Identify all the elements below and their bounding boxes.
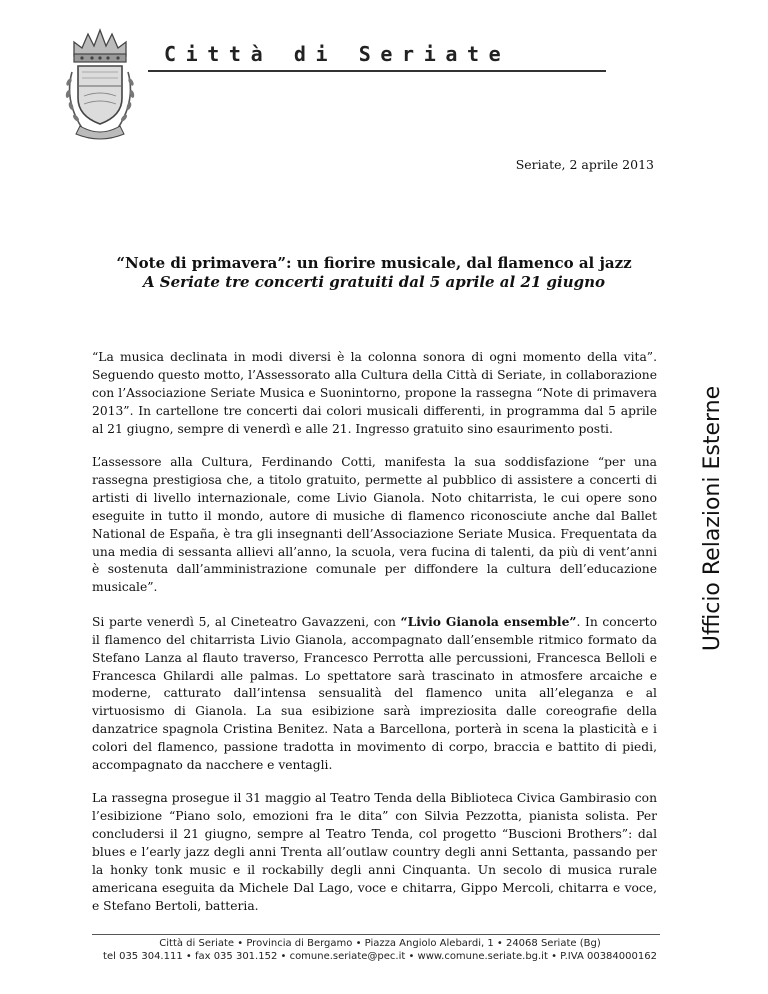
footer-divider (92, 934, 660, 935)
title-main: “Note di primavera”: un fiorire musicale, dal flamenco al jazz (116, 254, 632, 272)
header-divider (148, 70, 606, 72)
paragraph-2: L’assessore alla Cultura, Ferdinando Cotti, manifesta la sua soddisfazione “per una rassegna prestigiosa che, a titolo gratuito, permette al pubblico di assistere a concerti di artisti di livello internazionale, come Livio Gianola. Noto chitarrista, le cui opere sono eseguite in tutto il mondo, autore di musiche di flamenco riconosciute anche dal Ballet National de España, è tra gli insegnanti dell’Associazione Seriate Musica. Frequentata da una media di sessanta allievi all’anno, la scuola, vera fucina di talenti, da più di vent’anni è sostenuta dall’amministrazione comunale per diffondere la cultura dell’educazione musicale”. (92, 455, 657, 595)
side-label-text: Ufficio Relazioni Esterne (700, 385, 726, 651)
paragraph-3-bold: “Livio Gianola ensemble” (400, 613, 577, 629)
document-body (92, 349, 657, 931)
footer (40, 937, 720, 963)
coat-of-arms-icon (60, 26, 140, 142)
paragraph-3 (92, 613, 657, 775)
paragraph-3-end: . In concerto il flamenco del chitarrista Livio Gianola, accompagnato dall’ensemble ritmico formato da Stefano Lanza al flauto traverso, Francesco Perrotta alle percussioni, Francesca Belloli e Francesca Ghilardi alle palmas. Lo spettatore sarà trascinato in atmosfere arcaiche e moderne, catturato dall’intensa sensualità del flamenco unita all’eleganza e al virtuosismo di Gianola. La sua esibizione sarà impreziosita dalle coreografie della danzatrice spagnola Cristina Benitez. Nata a Barcellona, porterà in scena la plasticità e i colori del flamenco, passione tradotta in movimento di corpo, braccia e battito di piedi, accompagnato da nacchere e ventagli. (92, 614, 657, 773)
document-title (90, 254, 658, 292)
footer-address: Città di Seriate • Provincia di Bergamo • Piazza Angiolo Alebardi, 1 • 24068 Seriate (Bg) (159, 938, 601, 949)
paragraph-4: La rassegna prosegue il 31 maggio al Teatro Tenda della Biblioteca Civica Gambirasio con l’esibizione “Piano solo, emozioni fra le dita” con Silvia Pezzotta, pianista solista. Per concludersi il 21 giugno, sempre al Teatro Tenda, col progetto “Buscioni Brothers”: dal blues e l’early jazz degli anni Trenta all’outlaw country degli anni Settanta, passando per la honky tonk music e il rockabilly degli anni Cinquanta. Un secolo di musica rurale americana eseguita da Michele Dal Lago, voce e chitarra, Gippo Mercoli, chitarra e voce, e Stefano Bertoli, batteria. (92, 791, 657, 913)
paragraph-1: “La musica declinata in modi diversi è la colonna sonora di ogni momento della vita”. Seguendo questo motto, l’Assessorato alla Cultura della Città di Seriate, in collaborazione con l’Associazione Seriate Musica e Suonintorno, propone la rassegna “Note di primavera 2013”. In cartellone tre concerti dai colori musicali differenti, in programma dal 5 aprile al 21 giugno, sempre di venerdì e alle 21. Ingresso gratuito sino esaurimento posti. (92, 350, 657, 436)
footer-contacts: tel 035 304.111 • fax 035 301.152 • comune.seriate@pec.it • www.comune.seriate.bg.it • P.IVA 00384000162 (103, 951, 657, 962)
city-name: Città di Seriate (164, 42, 511, 66)
paragraph-3-start: Si parte venerdì 5, al Cineteatro Gavazzeni, con (92, 614, 401, 629)
side-label (701, 362, 725, 674)
title-subtitle: A Seriate tre concerti gratuiti dal 5 aprile al 21 giugno (142, 273, 606, 291)
document-date: Seriate, 2 aprile 2013 (515, 157, 654, 172)
